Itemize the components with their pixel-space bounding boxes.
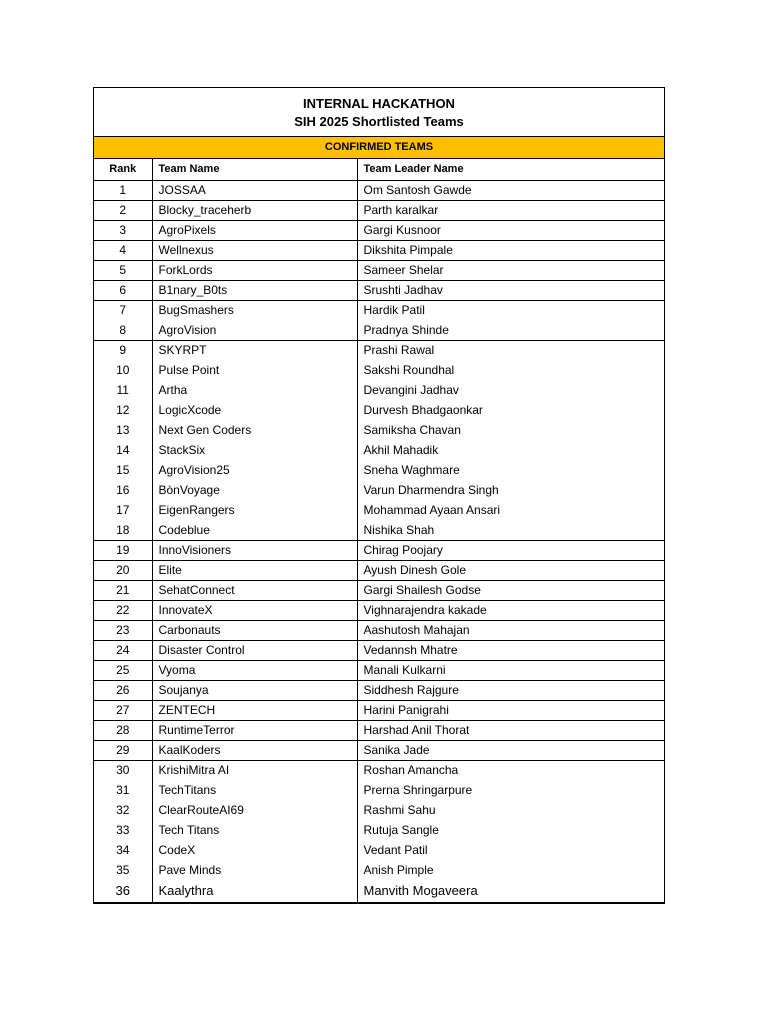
table-row	[94, 300, 664, 320]
cell-team-leader: Srushti Jadhav	[357, 280, 664, 300]
cell-team-name: TechTitans	[152, 780, 357, 800]
cell-team-name: Disaster Control	[152, 640, 357, 660]
table-row	[94, 640, 664, 660]
table-row	[94, 480, 664, 500]
cell-team-name: ForkLords	[152, 260, 357, 280]
cell-rank: 18	[94, 520, 152, 540]
table-row	[94, 700, 664, 720]
table-row	[94, 600, 664, 620]
cell-rank: 5	[94, 260, 152, 280]
cell-team-name: Artha	[152, 380, 357, 400]
cell-team-leader: Om Santosh Gawde	[357, 180, 664, 200]
cell-rank: 29	[94, 740, 152, 760]
cell-rank: 9	[94, 340, 152, 360]
table-row	[94, 740, 664, 760]
cell-team-leader: Sanika Jade	[357, 740, 664, 760]
cell-team-leader: Dikshita Pimpale	[357, 240, 664, 260]
table-row	[94, 660, 664, 680]
cell-team-name: CodeX	[152, 840, 357, 860]
table-row	[94, 780, 664, 800]
cell-team-leader: Devangini Jadhav	[363, 383, 459, 397]
cell-rank: 22	[94, 600, 152, 620]
cell-rank: 27	[94, 700, 152, 720]
cell-team-name: InnovateX	[152, 600, 357, 620]
table-row	[94, 500, 664, 520]
column-header-leader: Team Leader Name	[357, 159, 664, 180]
cell-team-name: BugSmashers	[152, 300, 357, 320]
table-row	[94, 620, 664, 640]
cell-team-name: Carbonauts	[152, 620, 357, 640]
cell-team-name: KrishiMitra AI	[152, 760, 357, 780]
cell-team-leader: Prerna Shringarpure	[363, 783, 473, 797]
table-row	[94, 460, 664, 480]
cell-team-name: AgroPixels	[152, 220, 357, 240]
cell-team-leader: Chirag Poojary	[357, 540, 664, 560]
cell-team-leader: Varun Dharmendra Singh	[363, 483, 499, 497]
cell-team-name: Pave Minds	[152, 860, 357, 880]
cell-team-name: SKYRPT	[152, 340, 357, 360]
table-row	[94, 220, 664, 240]
cell-team-leader: Parth karalkar	[357, 200, 664, 220]
cell-team-leader: Hardik Patil	[363, 303, 425, 318]
cell-rank: 30	[94, 760, 152, 780]
cell-team-leader: Manali Kulkarni	[357, 660, 664, 680]
cell-team-leader: Prashi Rawal	[363, 343, 435, 358]
cell-rank: 16	[94, 480, 152, 500]
table-row	[94, 340, 664, 360]
cell-team-leader: Ayush Dinesh Gole	[357, 560, 664, 580]
cell-team-leader: Pradnya Shinde	[357, 320, 664, 340]
cell-team-leader: Rashmi Sahu	[363, 803, 436, 817]
column-header-rank: Rank	[94, 159, 152, 180]
table-row	[94, 840, 664, 860]
cell-team-leader: Aashutosh Mahajan	[357, 620, 664, 640]
cell-rank: 15	[94, 460, 152, 480]
cell-rank: 21	[94, 580, 152, 600]
cell-team-name: JOSSAA	[152, 180, 357, 200]
title-block	[94, 88, 664, 137]
cell-team-leader: Gargi Shailesh Godse	[357, 580, 664, 600]
cell-team-leader: Sneha Waghmare	[363, 463, 460, 477]
cell-rank: 33	[94, 820, 152, 840]
table-row	[94, 240, 664, 260]
cell-team-leader: Samiksha Chavan	[363, 423, 461, 437]
cell-team-name: Blocky_traceherb	[152, 200, 357, 220]
table-row	[94, 420, 664, 440]
teams-table	[94, 159, 664, 903]
cell-team-name: Soujanya	[152, 680, 357, 700]
cell-rank: 13	[94, 420, 152, 440]
cell-team-name: InnoVisioners	[152, 540, 357, 560]
cell-rank: 8	[94, 320, 152, 340]
section-header-confirmed: CONFIRMED TEAMS	[94, 137, 664, 159]
cell-team-leader: Gargi Kusnoor	[357, 220, 664, 240]
table-row	[94, 440, 664, 460]
table-row	[94, 520, 664, 540]
table-row	[94, 260, 664, 280]
cell-rank: 34	[94, 840, 152, 860]
cell-team-name: Elite	[152, 560, 357, 580]
cell-team-name: Wellnexus	[152, 240, 357, 260]
cell-team-name: Vyoma	[152, 660, 357, 680]
cell-team-name: AgroVision25	[152, 460, 357, 480]
cell-team-leader: Durvesh Bhadgaonkar	[363, 403, 483, 417]
table-row	[94, 580, 664, 600]
cell-team-name: RuntimeTerror	[152, 720, 357, 740]
cell-rank: 14	[94, 440, 152, 460]
cell-team-name: AgroVision	[152, 320, 357, 340]
cell-team-leader: Manvith Mogaveera	[357, 880, 664, 902]
cell-rank: 35	[94, 860, 152, 880]
table-row	[94, 320, 664, 340]
table-row	[94, 360, 664, 380]
table-header-row	[94, 159, 664, 180]
table-row	[94, 720, 664, 740]
cell-team-name: KaalKoders	[152, 740, 357, 760]
cell-rank: 1	[94, 180, 152, 200]
table-row	[94, 200, 664, 220]
cell-team-name: Pulse Point	[152, 360, 357, 380]
cell-rank: 32	[94, 800, 152, 820]
cell-team-name: Tech Titans	[152, 820, 357, 840]
cell-team-leader: Vedannsh Mhatre	[357, 640, 664, 660]
cell-rank: 2	[94, 200, 152, 220]
cell-team-leader: Harshad Anil Thorat	[357, 720, 664, 740]
cell-team-leader: Anish Pimple	[363, 863, 434, 877]
table-row	[94, 880, 664, 902]
cell-team-leader: Roshan Amancha	[363, 763, 459, 778]
cell-team-leader: Vedant Patil	[363, 843, 428, 857]
cell-team-name: StackSix	[152, 440, 357, 460]
cell-rank: 19	[94, 540, 152, 560]
cell-team-name: Kaalythra	[152, 880, 357, 902]
cell-team-name: ClearRouteAI69	[152, 800, 357, 820]
cell-rank: 26	[94, 680, 152, 700]
cell-rank: 31	[94, 780, 152, 800]
table-row	[94, 800, 664, 820]
table-row	[94, 560, 664, 580]
cell-rank: 3	[94, 220, 152, 240]
cell-rank: 23	[94, 620, 152, 640]
cell-rank: 7	[94, 300, 152, 320]
cell-team-name: SehatConnect	[152, 580, 357, 600]
cell-rank: 28	[94, 720, 152, 740]
cell-team-name: Codeblue	[152, 520, 357, 540]
shortlist-sheet	[93, 87, 665, 904]
cell-rank: 24	[94, 640, 152, 660]
cell-rank: 17	[94, 500, 152, 520]
cell-team-name: LogicXcode	[152, 400, 357, 420]
cell-team-name: ZENTECH	[152, 700, 357, 720]
cell-rank: 12	[94, 400, 152, 420]
table-row	[94, 180, 664, 200]
table-row	[94, 540, 664, 560]
cell-team-name: Next Gen Coders	[152, 420, 357, 440]
cell-rank: 6	[94, 280, 152, 300]
table-row	[94, 680, 664, 700]
table-row	[94, 280, 664, 300]
cell-team-name: B1nary_B0ts	[152, 280, 357, 300]
cell-team-leader: Mohammad Ayaan Ansari	[363, 503, 501, 517]
cell-team-leader: Siddhesh Rajgure	[357, 680, 664, 700]
cell-team-name: EigenRangers	[152, 500, 357, 520]
table-row	[94, 400, 664, 420]
table-row	[94, 860, 664, 880]
cell-rank: 20	[94, 560, 152, 580]
cell-rank: 10	[94, 360, 152, 380]
cell-team-name: BònVoyage	[152, 480, 357, 500]
cell-team-leader: Harini Panigrahi	[357, 700, 664, 720]
table-row	[94, 820, 664, 840]
cell-team-leader: Rutuja Sangle	[363, 823, 439, 837]
page-title: INTERNAL HACKATHON	[303, 96, 455, 111]
cell-team-leader: Nishika Shah	[357, 520, 664, 540]
cell-rank: 36	[94, 880, 152, 902]
table-row	[94, 380, 664, 400]
cell-team-leader: Akhil Mahadik	[363, 443, 439, 457]
page-subtitle: SIH 2025 Shortlisted Teams	[294, 114, 464, 129]
column-header-team: Team Name	[152, 159, 357, 180]
cell-team-leader: Sameer Shelar	[357, 260, 664, 280]
cell-rank: 11	[94, 380, 152, 400]
cell-team-leader: Sakshi Roundhal	[363, 363, 455, 377]
cell-rank: 4	[94, 240, 152, 260]
cell-rank: 25	[94, 660, 152, 680]
table-row	[94, 760, 664, 780]
cell-team-leader: Vighnarajendra kakade	[357, 600, 664, 620]
